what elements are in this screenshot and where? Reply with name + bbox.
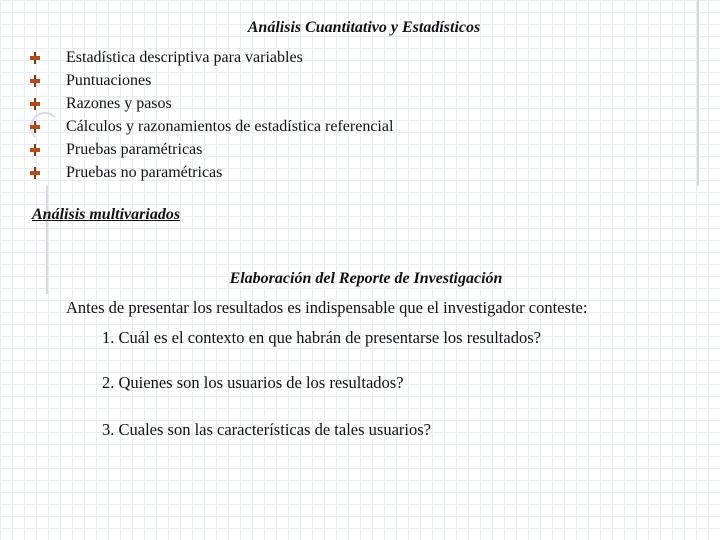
slide-title-analysis: Análisis Cuantitativo y Estadísticos: [247, 19, 481, 36]
bullet-marker-icon: [30, 52, 40, 64]
bullet-list: [30, 46, 393, 184]
bullet-marker-icon: [30, 98, 40, 110]
slide-title-report: Elaboración del Reporte de Investigación: [229, 270, 503, 287]
question-item: 3. Cuales son las características de tales usuarios?: [102, 420, 431, 439]
list-item: [30, 161, 393, 184]
question-item: 1. Cuál es el contexto en que habrán de presentarse los resultados?: [102, 328, 541, 347]
list-item-label: Estadística descriptiva para variables: [66, 48, 303, 66]
list-item: [30, 46, 393, 69]
list-item-label: Razones y pasos: [66, 94, 172, 112]
intro-paragraph: Antes de presentar los resultados es indispensable que el investigador conteste:: [66, 298, 588, 317]
list-item: [30, 69, 393, 92]
question-item: 2. Quienes son los usuarios de los resultados?: [102, 373, 404, 392]
list-item: [30, 115, 393, 138]
bullet-marker-icon: [30, 75, 40, 87]
list-item: [30, 138, 393, 161]
bullet-marker-icon: [30, 144, 40, 156]
list-item: [30, 92, 393, 115]
bullet-marker-icon: [30, 167, 40, 179]
bullet-marker-icon: [30, 121, 40, 133]
list-item-label: Pruebas no paramétricas: [66, 163, 223, 181]
section-heading-multivariate: Análisis multivariados: [32, 206, 181, 223]
list-item-label: Pruebas paramétricas: [66, 140, 203, 158]
list-item-label: Puntuaciones: [66, 71, 152, 89]
list-item-label: Cálculos y razonamientos de estadística referencial: [66, 117, 394, 135]
